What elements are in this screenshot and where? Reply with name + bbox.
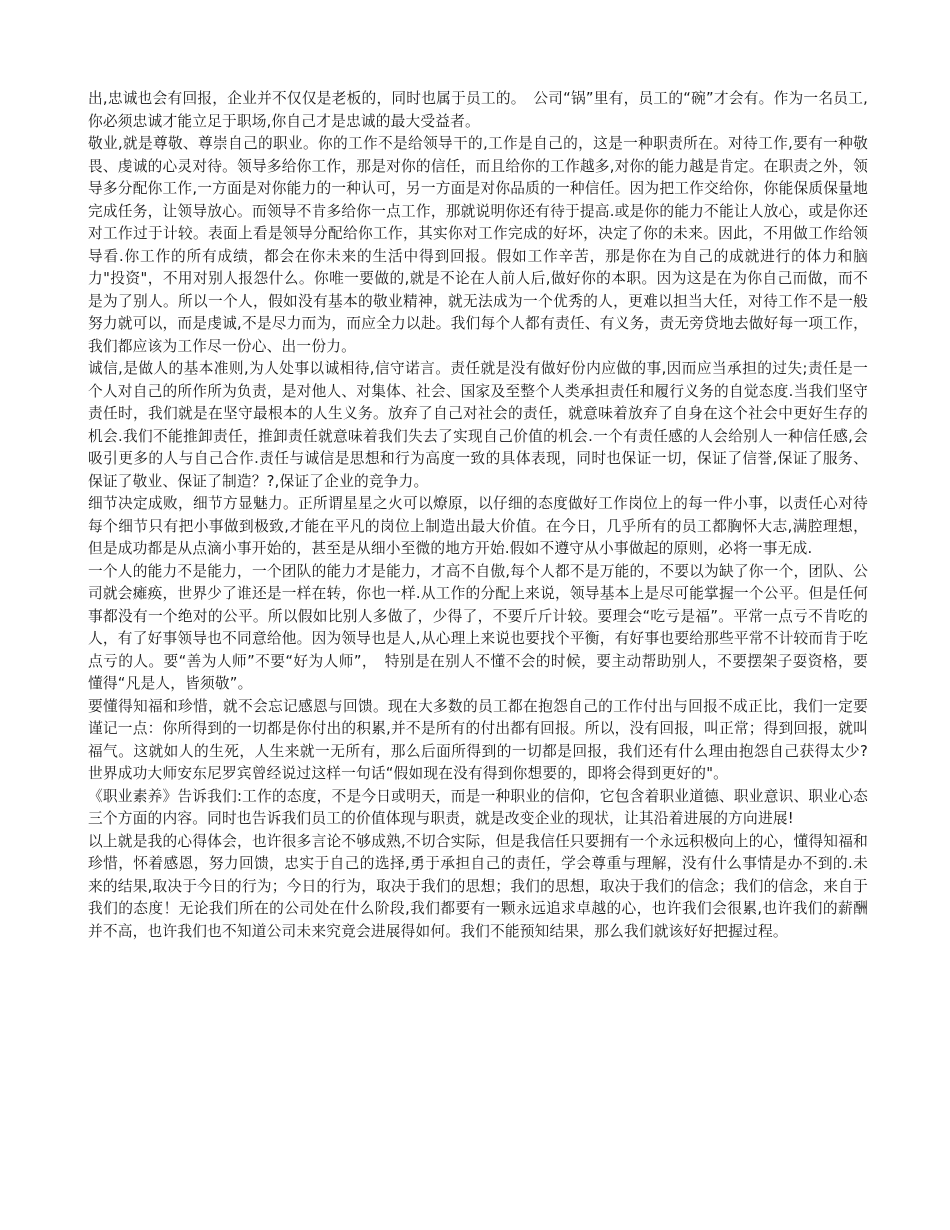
paragraph-professionalism: 《职业素养》告诉我们:工作的态度，不是今日或明天，而是一种职业的信仰，它包含着职业道德、职业意识、职业心态三个方面的内容。同时也告诉我们员工的价值体现与职责，就是改变企业的现状，让其沿着进展的方向进展!: [88, 787, 868, 827]
paragraph-dedication: 敬业,就是尊敬、尊崇自己的职业。你的工作不是给领导干的,工作是自己的，这是一种职责所在。对待工作,要有一种敬畏、虔诚的心灵对待。领导多给你工作，那是对你的信任，而且给你的工作越多,对你的能力越是肯定。在职责之外，领导多分配你工作,一方面是对你能力的一种认可，另一方面是对你品质的一种信任。因为把工作交给你，你能保质保量地完成任务，让领导放心。而领导不肯多给你一点工作，那就说明你还有待于提高.或是你的能力不能让人放心，或是你还对工作过于计较。表面上看是领导分配给你工作，其实你对工作完成的好坏，决定了你的未来。因此，不用做工作给领导看.你工作的所有成绩，都会在你未来的生活中得到回报。假如工作辛苦，那是你在为自己的成就进行的体力和脑力"投资"，不用对别人报怨什么。你唯一要做的,就是不论在人前人后,做好你的本职。因为这是在为你自己而做，而不是为了别人。所以一个人，假如没有基本的敬业精神，就无法成为一个优秀的人，更难以担当大任，对待工作不是一般努力就可以，而是虔诚,不是尽力而为，而应全力以赴。我们每个人都有责任、有义务，责无旁贷地去做好每一项工作，我们都应该为工作尽一份心、出一份力。: [88, 135, 868, 355]
paragraph-details: 细节决定成败，细节方显魅力。正所谓星星之火可以燎原，以仔细的态度做好工作岗位上的每一件小事，以责任心对待每个细节只有把小事做到极致,才能在平凡的岗位上制造出最大价值。在今日，几乎所有的员工都胸怀大志,满腔理想，但是成功都是从点滴小事开始的，甚至是从细小至微的地方开始.假如不遵守从小事做起的原则，必将一事无成.: [88, 495, 868, 557]
document-body: [88, 88, 868, 943]
paragraph-integrity: 诚信,是做人的基本准则,为人处事以诚相待,信守诺言。责任就是没有做好份内应做的事,因而应当承担的过失;责任是一个人对自己的所作所为负责，是对他人、对集体、社会、国家及至整个人类承担责任和履行义务的自觉态度.当我们坚守责任时，我们就是在坚守最根本的人生义务。放弃了自己对社会的责任，就意味着放弃了自身在这个社会中更好生存的机会.我们不能推卸责任，推卸责任就意味着我们失去了实现自己价值的机会.一个有责任感的人会给别人一种信任感,会吸引更多的人与自己合作.责任与诚信是思想和行为高度一致的具体表现，同时也保证一切，保证了信誉,保证了服务、保证了敬业、保证了制造？?,保证了企业的竞争力。: [88, 360, 868, 490]
paragraph-loyalty: 出,忠诚也会有回报，企业并不仅仅是老板的，同时也属于员工的。 公司“锅”里有，员工的“碗”才会有。作为一名员工,你必须忠诚才能立足于职场,你自己才是忠诚的最大受益者。: [88, 90, 868, 130]
paragraph-teamwork: 一个人的能力不是能力，一个团队的能力才是能力，才高不自傲,每个人都不是万能的，不要以为缺了你一个，团队、公司就会瘫痪，世界少了谁还是一样在转，你也一样.从工作的分配上来说，领导基本上是尽可能掌握一个公平。但是任何事都没有一个绝对的公平。所以假如比别人多做了，少得了，不要斤斤计较。要理会“吃亏是福”。平常一点亏不肯吃的人，有了好事领导也不同意给他。因为领导也是人,从心理上来说也要找个平衡，有好事也要给那些平常不计较而肯于吃点亏的人。要“善为人师”不要“好为人师”， 特别是在别人不懂不会的时候，要主动帮助别人，不要摆架子耍资格，要懂得“凡是人，皆须敬”。: [88, 562, 868, 692]
paragraph-gratitude: 要懂得知福和珍惜，就不会忘记感恩与回馈。现在大多数的员工都在抱怨自己的工作付出与回报不成正比，我们一定要谨记一点：你所得到的一切都是你付出的积累,并不是所有的付出都有回报。所以，没有回报，叫正常；得到回报，就叫福气。这就如人的生死，人生来就一无所有，那么后面所得到的一切都是回报，我们还有什么理由抱怨自己获得太少?世界成功大师安东尼罗宾曾经说过这样一句话“假如现在没有得到你想要的，即将会得到更好的"。: [88, 697, 868, 782]
paragraph-conclusion: 以上就是我的心得体会，也许很多言论不够成熟,不切合实际，但是我信任只要拥有一个永远积极向上的心，懂得知福和珍惜，怀着感恩，努力回馈，忠实于自己的选择,勇于承担自己的责任，学会尊重与理解，没有什么事情是办不到的.未来的结果,取决于今日的行为；今日的行为，取决于我们的思想；我们的思想，取决于我们的信念；我们的信念，来自于我们的态度！无论我们所在的公司处在什么阶段,我们都要有一颗永远追求卓越的心，也许我们会很累,也许我们的薪酬并不高，也许我们也不知道公司未来究竟会进展得如何。我们不能预知结果，那么我们就该好好把握过程。: [88, 832, 868, 940]
